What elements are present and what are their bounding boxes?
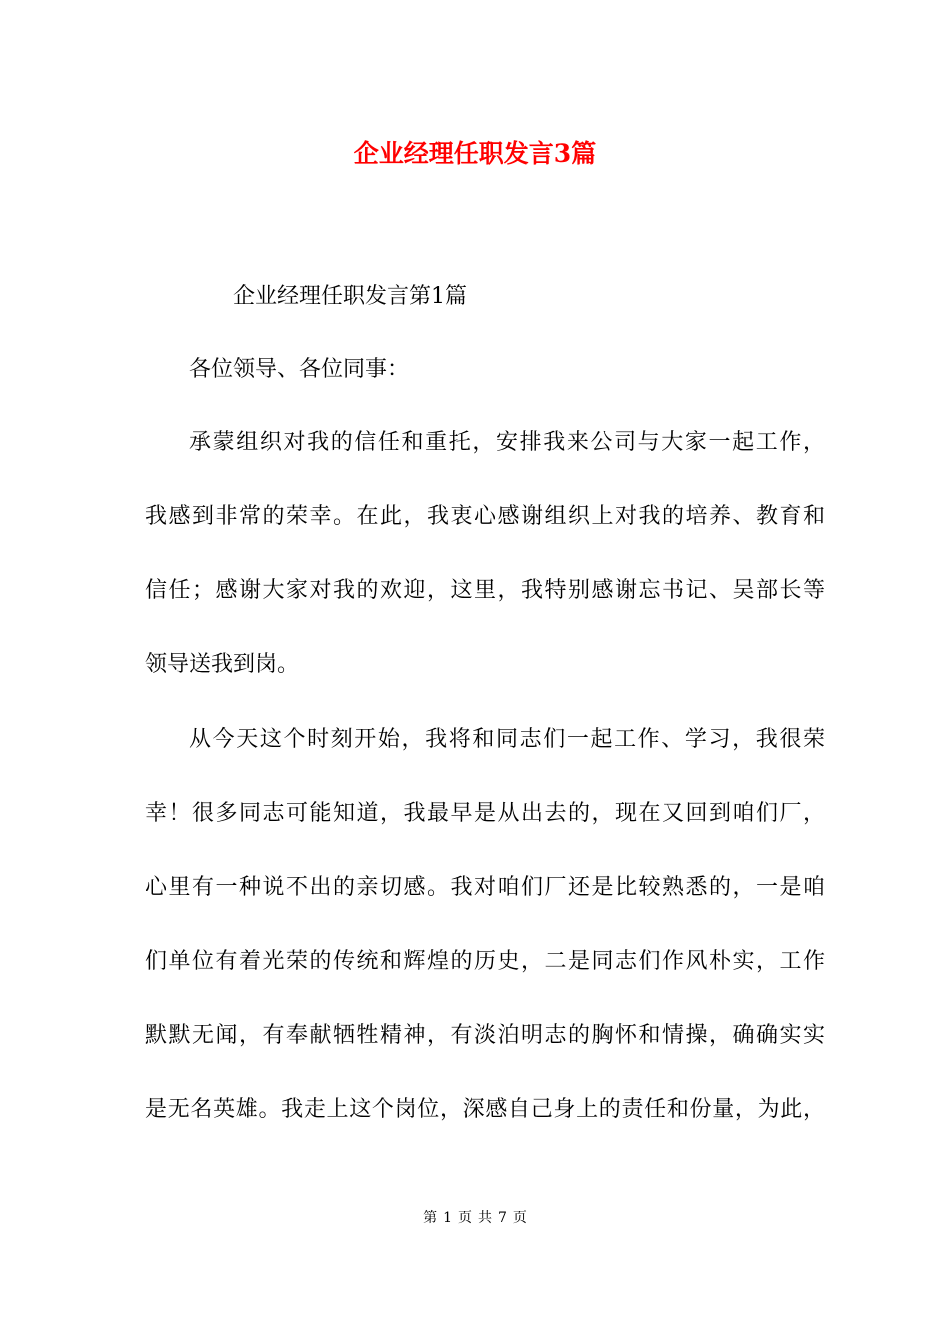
footer-prefix: 第 [423,1210,438,1226]
paragraph-2-line-4: 们单位有着光荣的传统和辉煌的历史，二是同志们作风朴实，工作 [145,949,825,974]
section-heading: 企业经理任职发言第1篇 [233,284,467,309]
greeting: 各位领导、各位同事： [189,357,410,382]
paragraph-1-line-3: 信任；感谢大家对我的欢迎，这里，我特别感谢忘书记、吴部长等 [145,578,825,603]
paragraph-2-line-1: 从今天这个时刻开始，我将和同志们一起工作、学习，我很荣 [189,727,825,752]
paragraph-2-line-5: 默默无闻，有奉献牺牲精神，有淡泊明志的胸怀和情操，确确实实 [145,1023,825,1048]
footer-current-page: 1 [443,1210,452,1226]
footer-suffix: 页 [512,1210,527,1226]
page-footer [0,1208,950,1228]
paragraph-2-line-6: 是无名英雄。我走上这个岗位，深感自己身上的责任和份量，为此， [145,1097,825,1122]
paragraph-1-line-4: 领导送我到岗。 [145,652,300,677]
footer-total-pages: 7 [498,1210,507,1226]
paragraph-1-line-2: 我感到非常的荣幸。在此，我衷心感谢组织上对我的培养、教育和 [145,504,825,529]
footer-total-prefix: 共 [478,1210,492,1226]
document-title: 企业经理任职发言3篇 [353,139,597,168]
footer-page-word: 页 [458,1210,472,1226]
paragraph-1-line-1: 承蒙组织对我的信任和重托，安排我来公司与大家一起工作， [189,430,825,455]
paragraph-2-line-2: 幸！很多同志可能知道，我最早是从出去的，现在又回到咱们厂， [145,801,825,826]
paragraph-2-line-3: 心里有一种说不出的亲切感。我对咱们厂还是比较熟悉的，一是咱 [145,875,825,900]
